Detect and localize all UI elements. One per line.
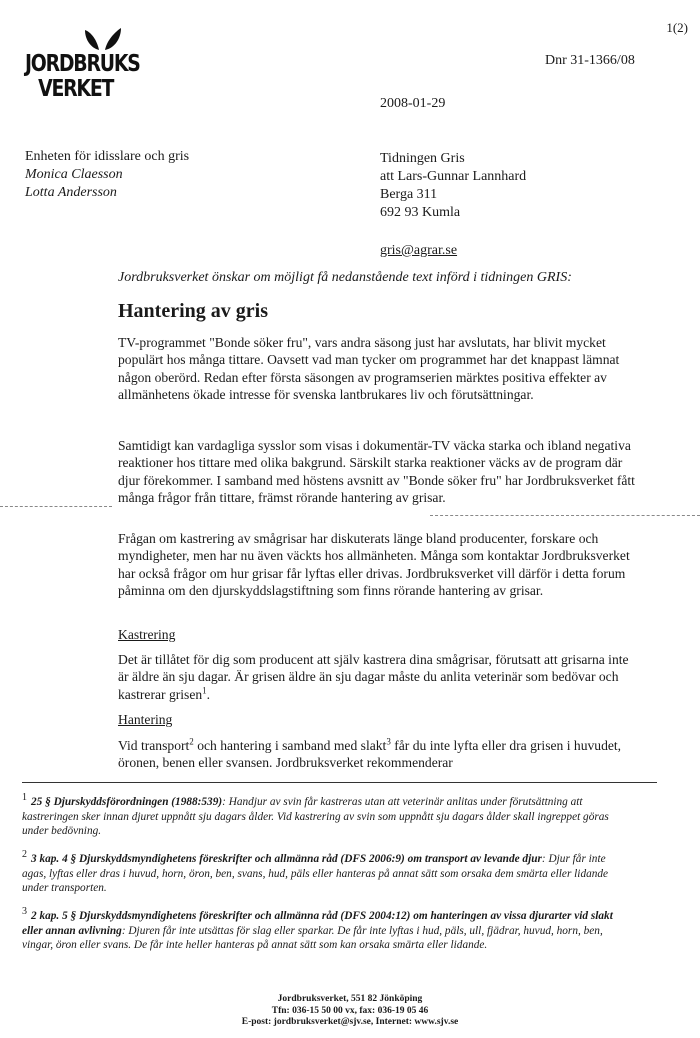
footnote-1 [22, 792, 627, 839]
footnote-text: : Djuren får inte utsättas för slag eller sparkar. De får inte lyftas i hud, päls, ull, fjädrar, huvud, horn, ben, vingar, öron eller svans. De får inte heller hanteras på annat sätt som kan orsaka smärta eller lidande. [22, 924, 603, 951]
footnote-3 [22, 906, 627, 953]
letterhead-footer [0, 994, 700, 1029]
footnote-number: 2 [22, 849, 27, 861]
sender-name-1: Monica Claesson [25, 167, 123, 182]
footnote-ref-1: 1 [202, 685, 207, 696]
paragraph-4-text: Det är tillåtet för dig som producent att själv kastrera dina smågrisar, förutsatt att grisarna inte är äldre än sju dagar. Är grisen äldre än sju dagar måste du anlita veterinär som bedövar och kastrerar grisen [118, 652, 629, 702]
paragraph-4-end: . [206, 686, 211, 702]
footnote-reference: 25 § Djurskyddsförordningen (1988:539) [31, 796, 223, 808]
leaf-logo-icon [81, 28, 125, 52]
paragraph-2: Samtidigt kan vardagliga sysslor som visas i dokumentär-TV väcka starka och ibland negativa reaktioner hos tittare med olika bakgrund. Särskilt starka reaktioner väcks av de program där djur förekommer. I samband med höstens avsnitt av "Bonde söker fru" har Jordbruksverket fått många frågor från tittare, främst rörande hantering av grisar. [118, 438, 635, 506]
paragraph-1: TV-programmet "Bonde söker fru", vars andra säsong just har avslutats, har blivit mycket populärt hos många tittare. Oavsett vad man tycker om programmet har det knappast lämnat någon oberörd. Redan efter första säsongen av programserien märktes positiva effekter av allmänhetens ökade intresse för svenska lantbrukares liv och förutsättningar. [118, 335, 620, 403]
recipient-org: Tidningen Gris [380, 151, 465, 166]
recipient-street: Berga 311 [380, 187, 438, 202]
footnote-ref-2: 2 [189, 736, 194, 747]
logo-text-line-2: VERKET [38, 76, 114, 102]
footnote-divider [22, 782, 657, 783]
footnote-2 [22, 849, 627, 896]
footnote-number: 3 [22, 906, 27, 918]
footnote-number: 1 [22, 792, 27, 804]
intro-text: Jordbruksverket önskar om möjligt få nedanstående text införd i tidningen GRIS: [118, 270, 572, 285]
subheading-hantering: Hantering [118, 712, 173, 727]
sender-name-2: Lotta Andersson [25, 185, 117, 200]
footer-address: Jordbruksverket, 551 82 Jönköping [277, 994, 423, 1004]
scan-artifact-line [0, 506, 112, 507]
paragraph-3: Frågan om kastrering av smågrisar har diskuterats länge bland producenter, forskare och myndigheter, men har nu även väckts hos allmänheten. Många som kontaktar Jordbruksverket har också frågor om hur grisar får lyftas eller drivas. Jordbruksverket vill därför i detta forum påminna om den djurskyddslagstiftning som finns rörande hantering av grisar. [118, 531, 630, 599]
recipient-block [380, 150, 526, 222]
page-number: 1(2) [666, 20, 688, 35]
paragraph-5-b: och hantering i samband med slakt [193, 738, 387, 753]
subheading-kastrering: Kastrering [118, 627, 176, 642]
article-heading: Hantering av gris [118, 300, 268, 322]
logo-text-line-1: JORDBRUKS [25, 51, 140, 77]
recipient-email[interactable]: gris@agrar.se [380, 243, 458, 258]
footer-phone: Tfn: 036-15 50 00 vx, fax: 036-19 05 46 [271, 1005, 429, 1016]
letter-date: 2008-01-29 [380, 96, 446, 111]
paragraph-4 [118, 651, 638, 703]
paragraph-5-a: Vid transport [118, 738, 190, 753]
scan-artifact-line [430, 515, 700, 516]
document-number: Dnr 31-1366/08 [545, 53, 635, 68]
sender-block [25, 148, 189, 202]
footer-contact: E-post: jordbruksverket@sjv.se, Internet: www.sjv.se [241, 1017, 459, 1027]
logo [25, 28, 155, 102]
paragraph-5-c: får du inte lyfta eller dra grisen i huvudet, öronen, benen eller svansen. Jordbruksverket rekommenderar [118, 738, 622, 771]
footnote-ref-3: 3 [386, 736, 391, 747]
recipient-postal: 692 93 Kumla [380, 205, 461, 220]
sender-unit: Enheten för idisslare och gris [25, 149, 190, 164]
paragraph-5 [118, 737, 638, 772]
recipient-att: att Lars-Gunnar Lannhard [380, 169, 527, 184]
footnote-text: : Djur får inte agas, lyftas eller dras i huvud, horn, öron, ben, svans, hud, päls eller hanteras på annat sätt som orsaka dem smärta eller lidande under transporten. [22, 853, 609, 894]
footnote-text: : Handjur av svin får kastreras utan att veterinär anlitas under förutsättning att kastreringen sker innan djuret uppnått sju dagars ålder. Vid kastrering av svin som uppnått sju dagars ålder skall ingreppet göras under bedövning. [22, 796, 609, 837]
footnote-reference: 3 kap. 4 § Djurskyddsmyndighetens föreskrifter och allmänna råd (DFS 2006:9) om transport av levande djur [31, 853, 542, 865]
footnote-reference: 2 kap. 5 § Djurskyddsmyndighetens föreskrifter och allmänna råd (DFS 2004:12) om hanteringen av vissa djurarter vid slakt eller annan avlivning [22, 910, 613, 937]
